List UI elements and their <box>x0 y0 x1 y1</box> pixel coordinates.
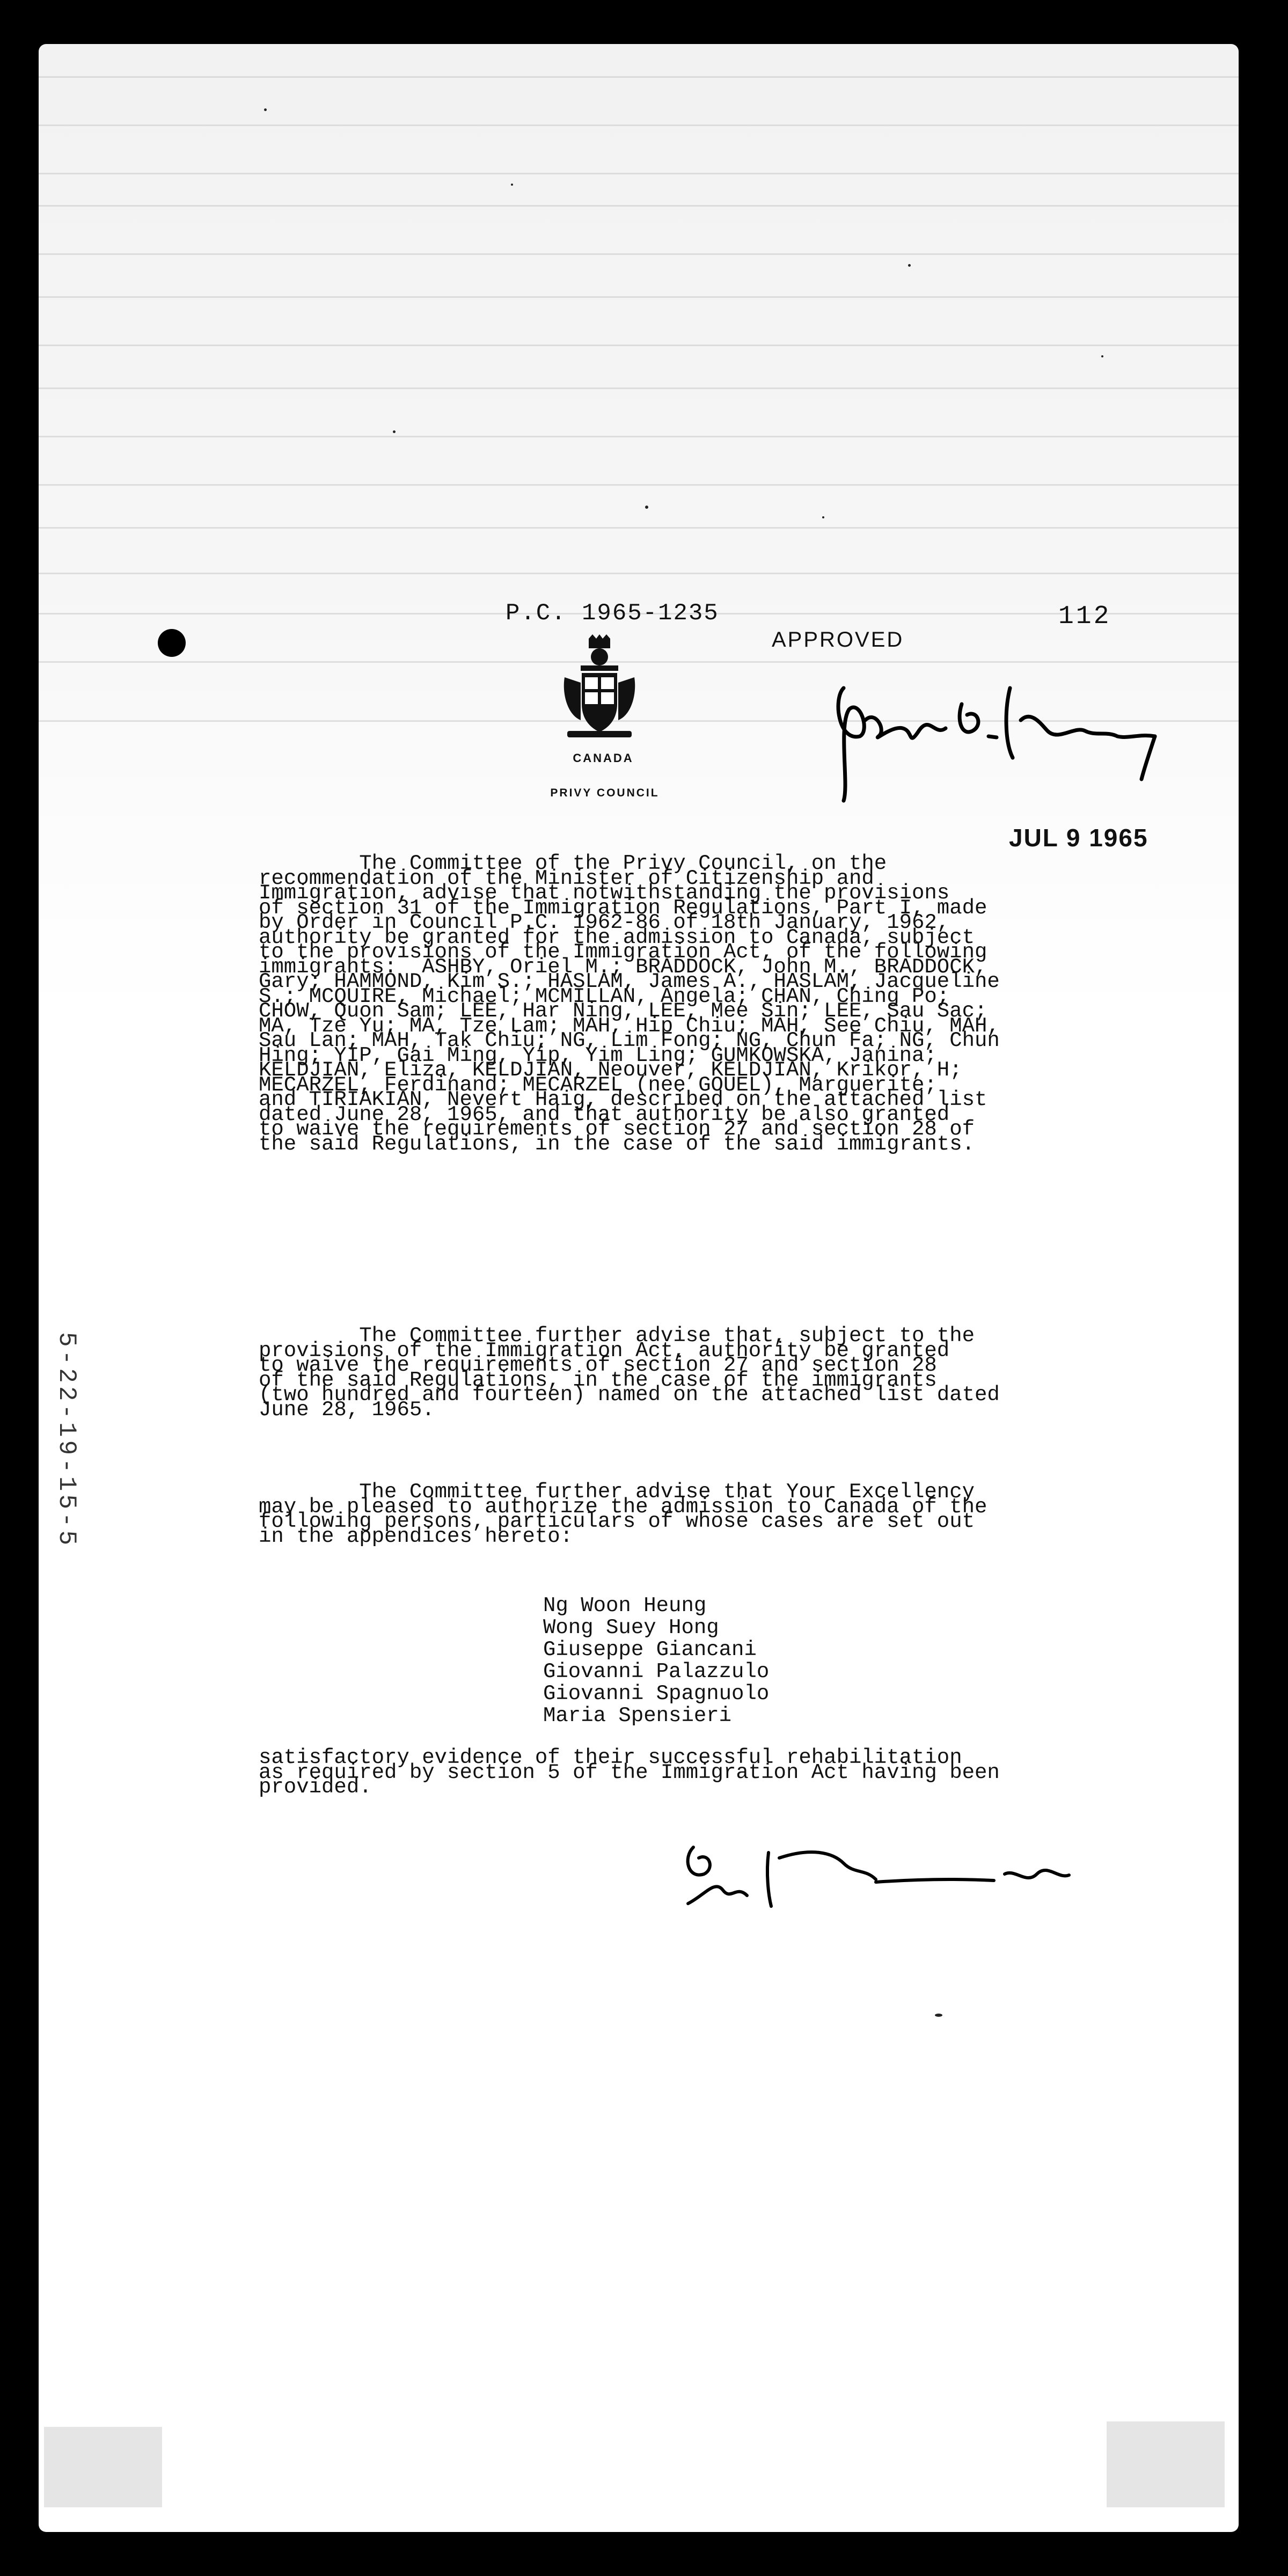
order-in-council <box>39 44 1239 2532</box>
pc-number: P.C. 1965-1235 <box>506 600 719 627</box>
punch-hole <box>158 629 186 657</box>
side-annotation: 5-22-19-15-5 <box>53 1332 80 1549</box>
governor-general-signature-icon <box>828 677 1176 811</box>
minister-signature-icon <box>672 1815 1080 1922</box>
list-item: Maria Spensieri <box>543 1704 732 1728</box>
paragraph-waiver: The Committee further advise that, subject to the provisions of the Immigration Act, authority be granted to waive the requirements of section 27 and section 28 of the said Regulations, in the case of the immigrants (two hundred and fourteen) named on the attached list dated June 28, 1965. <box>259 1324 1000 1422</box>
crest-country-label: CANADA <box>573 751 634 765</box>
paragraph-admission: The Committee of the Privy Council, on the recommendation of the Minister of Citizenship and Immigration, advise that notwithstanding the provisions of section 31 of the Immigration Regulations, Part I, made by Order in Council P.C. 1962-86 of 18th January, 1962, authority be granted for the admission to Canada, subject to the provisions of the Immigration Act, of the following immigrants: ASHBY, Oriel M.; BRADDOCK, John M., BRADDOCK, Gary; HAMMOND, Kim S.; HASLAM, James A., HASLAM, Jacqueline S.; MCQUIRE, Michael; MCMILLAN, Angela; CHAN, Ching Po; CHOW, Quon Sam; LEE, Har Ning, LEE, Mee Sin; LEE, Sau Sac; MA, Tze Yu; MA, Tze Lam; MAH, Hip Chiu; MAH, See Chiu, MAH, Sau Lan; MAH, Tak Chiu; NG, Lim Fong; NG, Chun Fa; NG, Chun Hing; YIP, Gai Ming, Yip, Yim Ling; GUMKOWSKA, Janina; KELDJIAN, Eliza, KELDJIAN, Neouver, KELDJIAN, Krikor, H; MECARZEL, Ferdinand; MECARZEL (nee GOUEL), Marguerite; and TIRIAKIAN, Nevert Haig, described on the attached list dated June 28, 1965, and that authority be also granted to waive the requirements of section 27 and section 28 of the said Regulations, in the case of the said immigrants. <box>259 852 1000 1156</box>
list-item: Giovanni Palazzulo <box>543 1660 770 1684</box>
list-item: Giovanni Spagnuolo <box>543 1682 770 1706</box>
appendix-name-list <box>543 1595 769 1727</box>
list-item: Ng Woon Heung <box>543 1594 707 1618</box>
document-page <box>39 44 1239 2532</box>
approved-label: APPROVED <box>772 628 904 652</box>
paragraph-rehabilitation: satisfactory evidence of their successful rehabilitation as required by section 5 of the Immigration Act having been provided. <box>259 1746 1000 1799</box>
coat-of-arms-icon <box>559 634 640 742</box>
paragraph-appendices: The Committee further advise that Your Excellency may be pleased to authorize the admission to Canada of the following persons, particulars of whose cases are set out in the appendices hereto: <box>259 1480 987 1548</box>
page-number: 112 <box>1058 602 1111 631</box>
crest-body-label: PRIVY COUNCIL <box>550 787 660 799</box>
list-item: Giuseppe Giancani <box>543 1638 757 1662</box>
list-item: Wong Suey Hong <box>543 1616 719 1640</box>
approval-date-stamp: JUL 9 1965 <box>1009 824 1148 852</box>
